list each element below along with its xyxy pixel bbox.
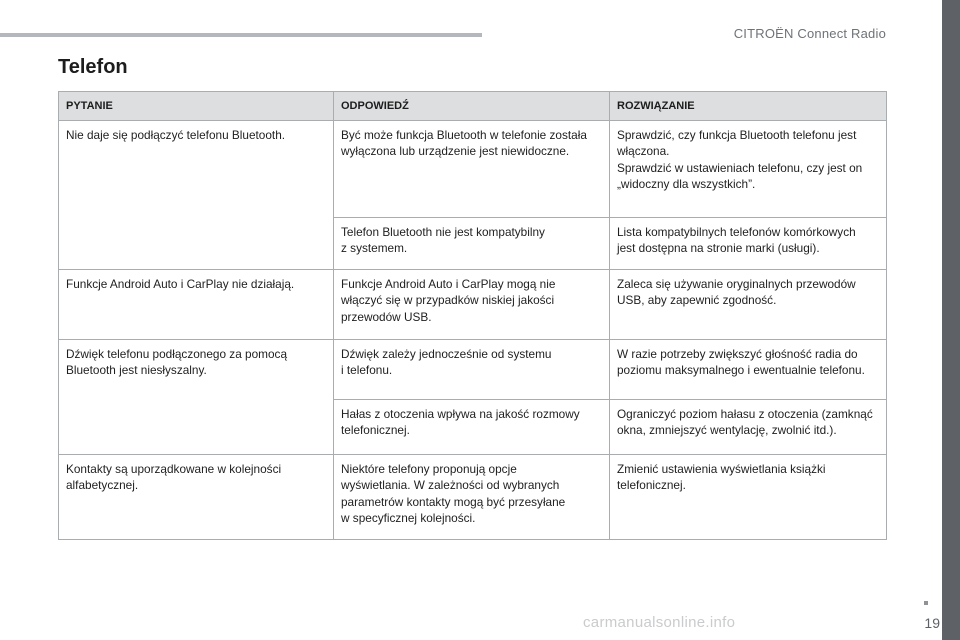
table-row bbox=[59, 120, 887, 217]
table-body bbox=[59, 120, 887, 539]
header-brand: CITROËN Connect Radio bbox=[733, 26, 886, 41]
answer-cell-line: Telefon Bluetooth nie jest kompatybilny bbox=[341, 224, 545, 239]
table-row bbox=[59, 269, 887, 339]
question-cell bbox=[59, 339, 334, 454]
solution-cell-line: Zaleca się używanie oryginalnych przewodów bbox=[617, 276, 856, 291]
solution-cell-line: jest dostępna na stronie marki (usługi). bbox=[617, 241, 820, 255]
table-header-row bbox=[59, 92, 887, 121]
question-cell-line: Dźwięk telefonu podłączonego za pomocą bbox=[66, 346, 288, 361]
column-header-solution: ROZWIĄZANIE bbox=[610, 92, 887, 121]
faq-table bbox=[58, 91, 887, 540]
answer-cell bbox=[334, 399, 610, 454]
solution-cell-line: USB, aby zapewnić zgodność. bbox=[617, 293, 777, 307]
question-cell bbox=[59, 454, 334, 539]
answer-cell-line: Być może funkcja Bluetooth w telefonie została bbox=[341, 127, 587, 142]
solution-cell bbox=[610, 217, 887, 269]
column-header-answer: ODPOWIEDŹ bbox=[334, 92, 610, 121]
answer-cell bbox=[334, 454, 610, 539]
question-cell-line: Kontakty są uporządkowane w kolejności bbox=[66, 461, 282, 476]
solution-cell-line: W razie potrzeby zwiększyć głośność radia do bbox=[617, 346, 858, 361]
solution-cell bbox=[610, 269, 887, 339]
answer-cell-line: Niektóre telefony proponują opcje bbox=[341, 461, 517, 476]
answer-cell-line: przewodów USB. bbox=[341, 309, 432, 324]
answer-cell-line: parametrów kontakty mogą być przesyłane bbox=[341, 494, 566, 509]
question-cell bbox=[59, 120, 334, 269]
answer-cell bbox=[334, 339, 610, 399]
answer-cell-line: Hałas z otoczenia wpływa na jakość rozmowy bbox=[341, 406, 580, 421]
solution-cell bbox=[610, 339, 887, 399]
answer-cell bbox=[334, 269, 610, 339]
question-cell-line: Funkcje Android Auto i CarPlay nie działają. bbox=[66, 276, 295, 291]
answer-cell-line: włączyć się w przypadków niskiej jakości bbox=[341, 293, 555, 307]
answer-cell bbox=[334, 217, 610, 269]
answer-cell bbox=[334, 120, 610, 217]
answer-cell-line: wyłączona lub urządzenie jest niewidoczne. bbox=[341, 144, 570, 158]
answer-cell-line: Funkcje Android Auto i CarPlay mogą nie bbox=[341, 276, 556, 291]
question-cell-line: alfabetycznej. bbox=[66, 478, 139, 492]
solution-cell-line: Lista kompatybilnych telefonów komórkowych bbox=[617, 224, 856, 239]
answer-cell-line: z systemem. bbox=[341, 241, 408, 255]
solution-cell-line: Sprawdzić w ustawieniach telefonu, czy jest on bbox=[617, 160, 863, 175]
answer-cell-line: w specyficznej kolejności. bbox=[341, 511, 476, 525]
solution-cell-line: „widoczny dla wszystkich”. bbox=[617, 177, 756, 191]
watermark: carmanualsonline.info bbox=[583, 614, 736, 631]
solution-cell-line: Sprawdzić, czy funkcja Bluetooth telefonu jest bbox=[617, 127, 857, 142]
table-row bbox=[59, 339, 887, 399]
header-rule bbox=[0, 33, 482, 37]
solution-cell-line: Zmienić ustawienia wyświetlania książki bbox=[617, 461, 826, 476]
solution-cell bbox=[610, 454, 887, 539]
column-header-question: PYTANIE bbox=[59, 92, 334, 121]
solution-cell-line: Ograniczyć poziom hałasu z otoczenia (zamknąć bbox=[617, 406, 873, 421]
page-number: 19 bbox=[924, 615, 940, 631]
page-title: Telefon bbox=[58, 56, 128, 78]
solution-cell-line: okna, zmniejszyć wentylację, zwolnić itd.). bbox=[617, 423, 837, 437]
footer-mark bbox=[924, 601, 928, 605]
table-row bbox=[59, 454, 887, 539]
answer-cell-line: Dźwięk zależy jednocześnie od systemu bbox=[341, 346, 552, 361]
solution-cell bbox=[610, 120, 887, 217]
solution-cell-line: poziomu maksymalnego i ewentualnie telefonu. bbox=[617, 363, 865, 377]
answer-cell-line: telefonicznej. bbox=[341, 423, 410, 437]
solution-cell bbox=[610, 399, 887, 454]
solution-cell-line: telefonicznej. bbox=[617, 478, 686, 492]
answer-cell-line: wyświetlania. W zależności od wybranych bbox=[341, 478, 560, 492]
side-band bbox=[942, 0, 960, 640]
question-cell-line: Nie daje się podłączyć telefonu Bluetooth. bbox=[66, 127, 286, 142]
answer-cell-line: i telefonu. bbox=[341, 363, 393, 377]
solution-cell-line: włączona. bbox=[617, 144, 670, 158]
question-cell-line: Bluetooth jest niesłyszalny. bbox=[66, 363, 207, 377]
question-cell bbox=[59, 269, 334, 339]
